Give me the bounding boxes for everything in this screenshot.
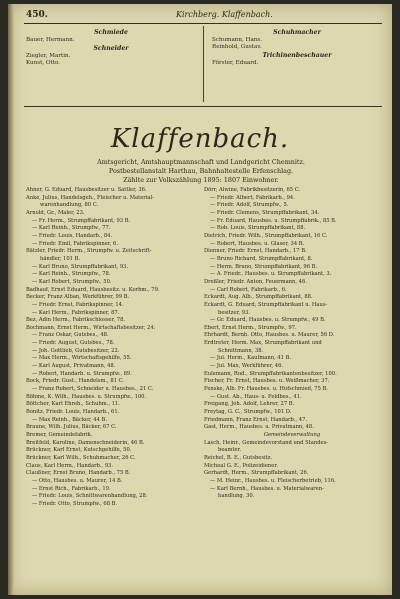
directory-entry: — Karl August, Privatmann, 48.: [32, 363, 116, 370]
directory-right-column: [204, 187, 380, 501]
directory-entry: — Friedr. Emil, Fabrikspinner, 6.: [32, 240, 118, 247]
info-line-court: Amtsgericht, Amtshauptmannschaft und Landgericht Chemnitz.: [97, 158, 305, 166]
trade-entry: Bauer, Hermann.: [26, 37, 75, 43]
directory-entry: — Max Reinh., Bäcker, 44 B.: [32, 416, 108, 423]
directory-entry: Anke, Julius, Handelsgeh., Fleischer u. Material-: [26, 194, 154, 201]
directory-entry: Schnittmann, 38.: [218, 347, 264, 354]
directory-entry: Fischer, Fr. Ernst, Hausbes. u. Weißmacher, 37.: [204, 378, 330, 385]
directory-entry: — Karl Reinh., Strumpfw., 77.: [32, 225, 111, 232]
directory-entry: — Herm. Bruno, Strumpffabrikant, 96 B.: [210, 263, 318, 270]
directory-entry: Bonitz, Friedr. Louis, Handarb., 61.: [26, 409, 120, 416]
trade-heading-tailors: Schneider: [93, 45, 129, 52]
directory-entry: Ehrhardt, Bernh. Otto, Hausbes. u. Maurer, 56 D.: [204, 332, 335, 339]
directory-entry: — Franz Robert, Schneider u. Hausbes., 21 C.: [32, 386, 154, 393]
directory-entry: — Friedr. Ernst, Fabrikspinner, 14.: [32, 301, 124, 308]
info-line-census: Zählte zur Volkszählung 1895: 1807 Einwohner.: [123, 176, 279, 184]
directory-entry: Bez, Adin Herm., Fabrikschlosser, 78.: [26, 317, 126, 324]
page-gutter: [8, 4, 14, 595]
directory-entry: — Robert, Handarb. u. Strumpfw., 89.: [32, 370, 132, 377]
directory-entry: Erdtreter, Herm. Max, Strumpffabrikant und: [204, 340, 322, 347]
directory-entry: — Gust. Ab., Haus- u. Feldbes., 41.: [210, 393, 302, 400]
directory-entry: Breitfeld, Karoline, Damenschneiderin, 46 B.: [26, 439, 145, 446]
directory-entry: Dienner, Friedr. Ernst, Handarb., 17 B.: [204, 248, 307, 255]
directory-entry: — Bruno Richard, Strumpffabrikant, 8.: [210, 255, 313, 262]
directory-entry: Dreßler, Friedr. Anton, Feuermann, 46.: [204, 278, 307, 285]
directory-entry: Lasch, Heinr., Gemeindevorstand und Standes-: [204, 439, 328, 446]
directory-entry: Gast, Herm., Hausbes. u. Privatmann, 48.: [204, 424, 314, 431]
trade-heading-shoemakers: Schuhmacher: [273, 29, 321, 36]
directory-entry: — Friedr. August, Gutsbes., 78.: [32, 340, 115, 347]
directory-entry: Eulemann, Rud., Strumpffabrikantenbesitzer, 100.: [204, 370, 337, 377]
directory-entry: Bremer, Gemeindefabrik.: [26, 432, 93, 438]
directory-entry: — Friedr. Adolf, Strumpfw., 5.: [210, 202, 289, 209]
directory-entry: — Jul. Herm., Kaufmann, 41 B.: [210, 355, 292, 362]
directory-entry: — Max Herm., Wirtschaftsgehilfe, 55.: [32, 355, 132, 362]
directory-entry: — Karl Reinh., Strumpfw., 78.: [32, 271, 111, 278]
directory-entry: — Joh. Gottlieb, Gutsbesitzer, 22.: [32, 347, 120, 354]
trade-entry: Reinhold, Gustav.: [212, 44, 262, 50]
directory-entry: Brückner, Karl Ernst, Kutschgehilfe, 50.: [26, 447, 132, 454]
directory-entry: besitzer, 93.: [218, 309, 251, 316]
directory-entry: Böttcher, Karl Ehreb., Schuhm., 11.: [26, 401, 120, 408]
directory-entry: — Gr. Eduard, Hausbes. u. Strumpfw., 49 B.: [210, 317, 326, 324]
trade-entry: Förster, Eduard.: [212, 60, 259, 66]
directory-entry: — Karl Bruno, Strumpffabrikant, 93.: [32, 263, 129, 270]
directory-entry: Becker, Franz Alban, Werkführer, 99 B.: [26, 294, 130, 301]
directory-entry: — Friedr. Otto, Strumpfw., 68 B.: [32, 500, 118, 507]
directory-entry: warenhandlung, 80 C.: [40, 202, 99, 209]
directory-entry: Freigang, Joh. Adolf, Lehrer, 27 B.: [204, 401, 295, 408]
directory-entry: — Friedr. Louis, Handarb., 84.: [32, 232, 113, 239]
directory-entry: — Jul. Max, Werkführer, 46.: [210, 363, 284, 370]
section-rule: [24, 106, 382, 107]
section-title: Klaffenbach.: [110, 124, 290, 154]
directory-entry: Fenske, Alb. Fr. Hausbes. u. Hufschmied, 75 B.: [204, 386, 329, 393]
trades-right-column: [212, 28, 382, 67]
trade-entry: Kunst, Otto.: [26, 60, 61, 66]
directory-entry: — A. Friedr., Hausbes. u. Strumpffabrikant, 3.: [210, 271, 332, 278]
directory-entry: Claußner, Ernst Bruno, Handarb., 75 B.: [26, 470, 131, 477]
directory-entry: Bock, Friedr. Gust., Handelsm., 81 C.: [26, 378, 125, 385]
directory-entry: Reichel, B. E., Gutsbesitz.: [204, 454, 273, 461]
directory-entry: — Robert, Hausbes. u. Glaser, 34 B.: [210, 240, 305, 247]
directory-entry: Micheal G. E., Polizeidiener.: [204, 462, 278, 469]
directory-entry: — Rob. Louis, Strumpffabrikant, 88.: [210, 225, 306, 232]
trade-heading-smiths: Schmiede: [94, 29, 128, 36]
directory-entry: Brückner, Karl Wilh., Schuhmacher, 26 C.: [26, 454, 136, 461]
directory-entry: Ebert, Ernst Herm., Strumpfw., 97.: [204, 324, 297, 331]
directory-entry: Eckardt, G. Eduard, Strumpffabrikant u. Haus-: [204, 301, 328, 308]
directory-entry: Claus, Karl Herm., Handarb., 93.: [26, 462, 114, 469]
directory-entry: — Friedr. Albert, Fabrikarb., 94.: [210, 194, 295, 201]
directory-entry: händler, 101 B.: [40, 255, 81, 262]
directory-entry: — Friedr. Clemens, Strumpffabrikant, 34.: [210, 209, 320, 216]
directory-entry: Böhme, K. Wilh., Hausbes. u. Strumpfw., 100.: [26, 393, 147, 400]
directory-entry: — Otto, Hausbes. u. Maurer, 14 B.: [32, 477, 123, 484]
directory-entry: Gerhardt, Herm., Strumpffabrikant, 26.: [204, 470, 309, 477]
directory-entry: — Friedr. Louis, Schnittwarenhandlung, 28.: [32, 493, 148, 500]
info-line-post: Postbestellanstalt Harthau, Bahnhaltestelle Erfenschlag.: [108, 167, 294, 175]
directory-entry: Bochmann, Ernst Herm., Wirtschaftsbesitzer, 24.: [26, 324, 156, 331]
subsection-heading: Gemeindeverwaltung: [263, 432, 321, 438]
running-header: Kirchberg. Klaffenbach.: [176, 10, 273, 19]
trade-entry: Ziegler, Martin.: [26, 53, 71, 59]
directory-entry: Ahner, G. Eduard, Hausbesitzer u. Sattler, 36.: [26, 187, 147, 193]
directory-entry: Braune, Wilh. Julius, Bäcker, 67 C.: [26, 424, 117, 431]
header-rule: [24, 23, 382, 24]
directory-entry: — Fr. Herm., Strumpffabrikant, 93 B.: [32, 217, 131, 224]
page-number: 450.: [26, 10, 48, 20]
directory-entry: Dörr, Alwine, Fabrikbesitzerin, 65 C.: [204, 187, 301, 193]
directory-entry: — M. Heinr., Hausbes. u. Fleischerbetrieb, 116.: [210, 477, 336, 484]
directory-entry: — Karl Bernh., Hausbes. u. Materialwaren-: [210, 485, 324, 492]
directory-entry: Arnold, Gr., Maler, 23.: [26, 209, 85, 216]
directory-entry: Freytag, G. C., Strumpfw., 101 D.: [204, 409, 292, 416]
directory-entry: Dietrich, Friedr. Wilh., Strumpffabrikant, 16 C.: [204, 232, 328, 239]
trades-divider: [203, 26, 204, 102]
directory-entry: handlung, 30.: [218, 493, 255, 500]
directory-entry: — Franz Oskar, Gutsbes., 48.: [32, 332, 109, 339]
directory-entry: — Fr. Eduard, Hausbes. u. Strumpffabrik., 85 B.: [210, 217, 337, 224]
directory-entry: Bätzler, Friedr. Herm., Strumpfw. u. Zeitschrift-: [26, 248, 152, 255]
directory-entry: Badhauf, Ernst Eduard, Hausbesitz. u. Korbm., 79.: [26, 286, 160, 293]
directory-entry: — Karl Herm., Fabrikspinner, 87.: [32, 309, 120, 316]
directory-page: [8, 4, 392, 595]
trade-heading-inspectors: Trichinenbeschauer: [262, 52, 332, 59]
directory-entry: — Ernst Rich., Fabrikarb., 19.: [32, 485, 111, 492]
directory-entry: Eckardt, Aug. Alb., Strumpffabrikant, 88.: [204, 294, 313, 301]
directory-left-column: [26, 187, 202, 509]
directory-entry: — Karl Robert, Strumpfw., 50.: [32, 278, 112, 285]
trade-entry: Schumann, Hans.: [212, 37, 263, 43]
directory-entry: Friedmann, Franz Ernst, Handarb., 47.: [204, 416, 308, 423]
trades-left-column: [26, 28, 196, 67]
directory-entry: beamter.: [218, 447, 242, 454]
directory-entry: — Carl Robert, Fabrikarb., 6.: [210, 286, 287, 293]
